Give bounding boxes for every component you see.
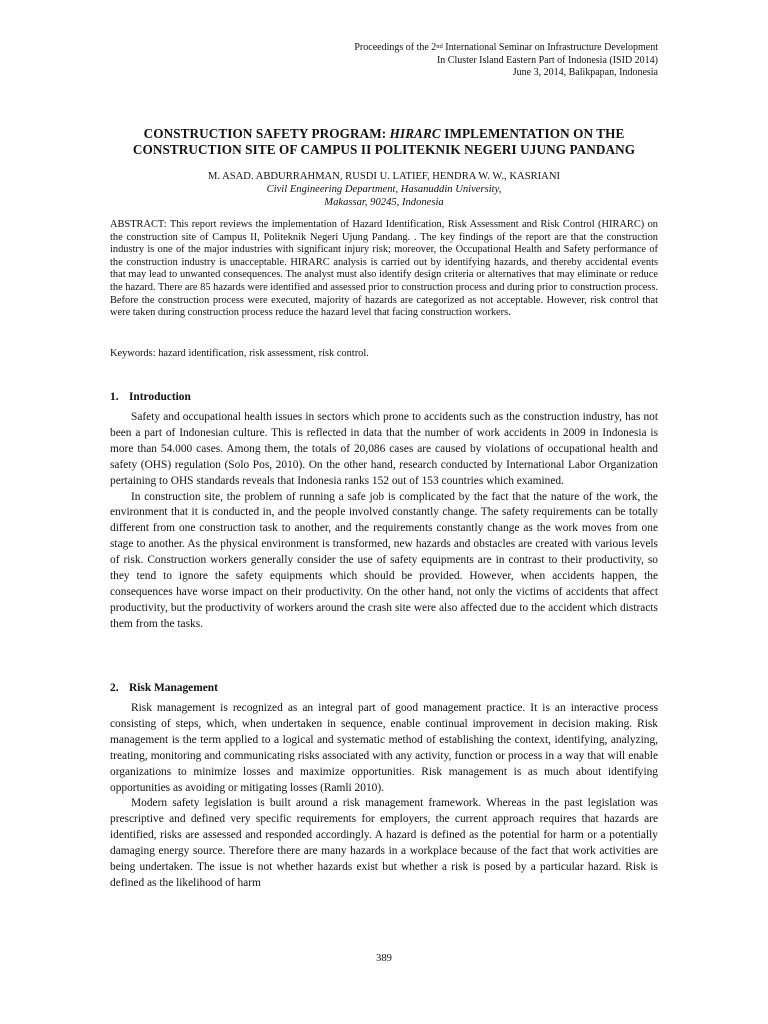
title-line-2: CONSTRUCTION SITE OF CAMPUS II POLITEKNIK NEGERI UJUNG PANDANG [132,142,636,157]
section-number: 1. [110,391,119,403]
section-number: 2. [110,682,119,694]
paragraph: Safety and occupational health issues in sectors which prone to accidents such as the construction industry, has not been a part of Indonesian culture. This is reflected in data that the number of work accidents in 2009 in Indonesia is more than 54.000 cases. Among them, the totals of 20,086 cases are caused by violations of occupational health and safety (OHS) regulation (Solo Pos, 2010). On the other hand, research conducted by International Labor Organization pertaining to OHS standards reveals that Indonesia ranks 152 out of 153 countries which examined. [110,411,658,487]
proceedings-header [354,42,658,80]
paragraph: In construction site, the problem of running a safe job is complicated by the fact that the nature of the work, the environment that it is conducted in, and the people involved constantly change. The safety requirements can be totally different from one construction task to another, and the requirements constantly change as the work moves from one stage to another. As the physical environment is transformed, new hazards and obstacles are created with various levels of risk. Construction workers generally consider the use of safety equipments are in contrast to their productivity, so they tend to ignore the safety equipments which should be provided. However, when accidents happen, the consequences have worse impact on their productivity. On the other hand, not only the victims of accidents that affect productivity, but the productivity of workers around the crash site were also affected due to the accident which distracts them from the tasks. [110,490,658,630]
paragraph: Modern safety legislation is built around a risk management framework. Whereas in the past legislation was prescriptive and defined very specific requirements for employers, the current approach requires that hazards are identified, risks are assessed and responded accordingly. A hazard is defined as the potential for harm or a potentially damaging energy source. Therefore there are many hazards in a workplace because of the fact that work activities are being undertaken. The issue is not whether hazards exist but whether a risk is posed by a particular hazard. Risk is defined as the likelihood of harm [110,797,658,889]
affiliation-line-1: Civil Engineering Department, Hasanuddin University, [266,184,502,195]
section-body-introduction [110,410,658,633]
affiliation [110,183,658,209]
section-title: Introduction [129,391,191,403]
section-heading-introduction [110,390,658,404]
header-line-1: Proceedings of the 2nd International Seminar on Infrastructure Development [354,42,658,53]
header-line-3: June 3, 2014, Balikpapan, Indonesia [512,67,658,79]
section-heading-risk-management [110,681,658,695]
paragraph: Risk management is recognized as an integral part of good management practice. It is an interactive process consisting of steps, which, when undertaken in sequence, enable continual improvement in decision making. Risk management is the term applied to a logical and systematic method of establishing the context, identifying, analyzing, treating, monitoring and communicating risks associated with any activity, function or process in a way that will enable organizations to minimize losses and maximize opportunities. Risk management is as much about identifying opportunities as avoiding or mitigating losses (Ramli 2010). [110,702,658,794]
title-line-1: CONSTRUCTION SAFETY PROGRAM: HIRARC IMPLEMENTATION ON THE [143,126,625,141]
author-list: M. ASAD. ABDURRAHMAN, RUSDI U. LATIEF, HENDRA W. W., KASRIANI [207,171,561,182]
header-line-2: In Cluster Island Eastern Part of Indonesia (ISID 2014) [436,54,658,66]
keywords: Keywords: hazard identification, risk assessment, risk control. [110,348,369,359]
paper-title [110,126,658,158]
affiliation-line-2: Makassar, 90245, Indonesia [324,197,444,208]
abstract: ABSTRACT: This report reviews the implementation of Hazard Identification, Risk Assessment and Risk Control (HIRARC) on the construction site of Campus II, Politeknik Negeri Ujung Pandang. . The key findings of the report are that the construction industry is one of the major industries with significant injury risk; moreover, the Occupational Health and Safety performance of the construction industry is unacceptable. HIRARC analysis is carried out by identifying hazards, and thereby accidental events that may lead to unwanted consequences. The analyst must also identify design criteria or alternatives that may eliminate or reduce the hazard. There are 85 hazards were identified and assessed prior to construction process and during prior to construction process. Before the construction process were executed, majority of hazards are categorized as not acceptable. However, risk control that were taken during construction process reduce the hazard level that facing construction workers. [110,219,658,319]
section-body-risk-management [110,701,658,892]
section-title: Risk Management [129,682,218,694]
page-number: 389 [376,953,392,964]
